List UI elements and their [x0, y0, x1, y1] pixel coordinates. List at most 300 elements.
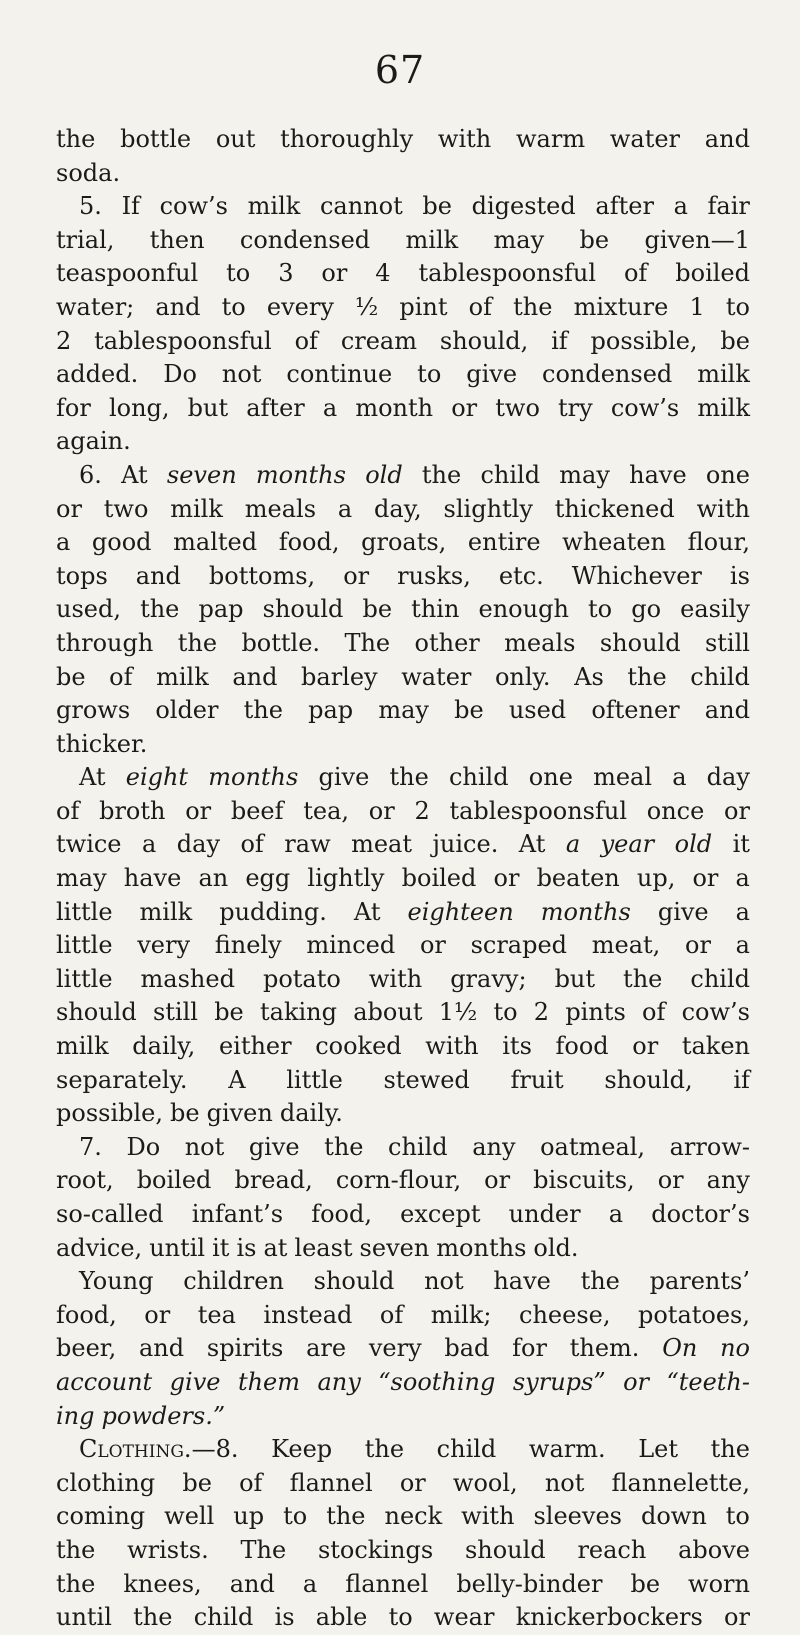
word: 2: [56, 326, 72, 355]
word: “soothing: [378, 1367, 496, 1396]
word: be: [56, 662, 86, 691]
word: given: [206, 1099, 273, 1128]
word: worn: [688, 1569, 750, 1598]
word: digested: [471, 192, 576, 221]
word: 3: [278, 259, 294, 288]
word: fruit: [510, 1065, 564, 1094]
word: should: [464, 1535, 546, 1564]
word: pint: [399, 292, 448, 321]
text-line: [56, 1500, 750, 1534]
word: Keep: [271, 1435, 333, 1464]
word: to: [221, 292, 246, 321]
word: give: [466, 360, 518, 389]
word: cannot: [319, 192, 403, 221]
word: thoroughly: [280, 125, 414, 153]
text-line: [56, 1265, 750, 1299]
word: it: [732, 830, 750, 859]
text-line: [56, 358, 750, 392]
word: 7.: [79, 1132, 102, 1161]
word: boiled: [136, 1166, 212, 1195]
word: possible,: [56, 1099, 163, 1128]
word: may: [493, 225, 545, 254]
word: belly-binder: [456, 1569, 603, 1598]
word: the: [133, 1603, 173, 1632]
word: day: [706, 763, 750, 792]
word: cheese,: [519, 1300, 611, 1329]
word: eighteen: [407, 897, 514, 926]
word: but: [187, 393, 229, 422]
word: or: [685, 931, 711, 960]
word: be: [720, 326, 750, 355]
word: little: [286, 1065, 343, 1094]
word: ½: [355, 292, 379, 321]
word: the: [627, 662, 667, 691]
word: and: [138, 1334, 185, 1363]
text-line: [56, 996, 750, 1030]
word: months: [436, 1233, 527, 1262]
word: cow’s: [681, 998, 750, 1027]
text-line: [56, 1568, 750, 1602]
word: well: [164, 1502, 215, 1531]
word: or: [399, 1468, 426, 1497]
text-line: [56, 291, 750, 325]
word: and: [155, 292, 201, 321]
word: parents’: [649, 1267, 750, 1296]
word: child: [448, 763, 509, 792]
word: mashed: [140, 964, 235, 993]
word: not: [221, 360, 262, 389]
word: the: [56, 1569, 96, 1598]
word: with: [425, 1032, 479, 1061]
word: the: [324, 1132, 364, 1161]
word: the: [421, 460, 462, 489]
text-line: [56, 325, 750, 359]
word: child: [690, 964, 750, 993]
word: or: [724, 1603, 750, 1632]
word: or: [493, 864, 520, 893]
word: condensed: [239, 225, 371, 254]
word: finely: [214, 931, 282, 960]
word: old: [674, 830, 713, 859]
word: for: [512, 1334, 547, 1363]
word: taken: [681, 1032, 750, 1061]
word: reach: [577, 1535, 647, 1564]
word: but: [554, 964, 596, 993]
text-line: [56, 190, 750, 224]
word: separately.: [56, 1065, 188, 1094]
word: the: [389, 763, 429, 792]
text-line: [56, 661, 750, 695]
word: have: [123, 864, 182, 893]
word: give: [169, 1367, 221, 1396]
word: two: [495, 393, 540, 422]
text-line: [56, 560, 750, 594]
word: go: [631, 595, 662, 624]
word: is: [274, 1603, 295, 1632]
word: bad: [444, 1334, 490, 1363]
word: until: [56, 1603, 112, 1632]
word: or: [56, 494, 82, 523]
word: or: [657, 1166, 684, 1195]
word: of: [239, 1468, 263, 1497]
word: be: [579, 225, 610, 254]
word: milk: [139, 897, 193, 926]
word: little: [56, 931, 113, 960]
word: minced: [306, 931, 396, 960]
word: or: [144, 1300, 171, 1329]
word: At: [353, 897, 381, 926]
word: advice,: [56, 1233, 143, 1262]
word: it: [212, 1233, 230, 1262]
word: 6.: [79, 460, 102, 489]
word: again.: [56, 427, 131, 456]
word: boiled: [401, 864, 477, 893]
word: not: [184, 1132, 225, 1161]
word: a: [608, 1200, 624, 1228]
text-line: [56, 694, 750, 728]
word: be: [362, 595, 393, 624]
word: food,: [311, 1200, 372, 1228]
word: cooked: [315, 1032, 402, 1061]
word: food: [555, 1032, 609, 1061]
word: or: [623, 1367, 649, 1396]
word: Do: [163, 360, 197, 389]
word: so-called: [56, 1200, 164, 1228]
word: should: [313, 1267, 395, 1296]
word: At: [79, 763, 106, 792]
word: oftener: [591, 696, 680, 725]
word: of: [56, 796, 80, 825]
text-line: [56, 761, 750, 795]
word: to: [588, 595, 613, 624]
word: warm: [516, 125, 586, 153]
word: day: [176, 830, 220, 859]
word: of: [642, 998, 666, 1027]
word: Young: [79, 1267, 154, 1296]
word: 2: [414, 796, 430, 825]
text-line: [56, 1064, 750, 1098]
word: stewed: [383, 1065, 470, 1094]
word: may: [559, 460, 610, 489]
word: and: [135, 561, 181, 590]
text-line: [56, 526, 750, 560]
text-line: [56, 493, 750, 527]
word: and: [229, 1569, 275, 1598]
word: a: [735, 931, 750, 960]
word: taking: [260, 998, 337, 1027]
word: daily,: [132, 1032, 196, 1061]
word: meals: [244, 494, 317, 523]
text-line: [56, 728, 750, 762]
word: to: [725, 1502, 750, 1531]
word: to: [283, 1502, 308, 1531]
word: child: [436, 1435, 497, 1464]
word: year: [600, 830, 655, 859]
word: daily.: [279, 1099, 343, 1128]
word: cream: [340, 326, 417, 355]
word: the: [513, 292, 553, 321]
word: with: [696, 494, 750, 523]
word: is: [729, 561, 750, 590]
word: be: [454, 696, 484, 725]
word: bottoms,: [208, 561, 316, 590]
word: eight: [125, 763, 189, 792]
word: other: [414, 628, 480, 657]
word: wrists.: [127, 1535, 209, 1564]
word: the: [140, 595, 180, 624]
text-line: [56, 1433, 750, 1467]
word: cow’s: [610, 393, 680, 422]
text-line: [56, 459, 750, 493]
word: On: [662, 1334, 698, 1363]
word: up,: [636, 864, 676, 893]
word: milk: [170, 494, 223, 523]
word: about: [353, 998, 423, 1027]
word: flannel: [345, 1569, 429, 1598]
word: a: [672, 763, 687, 792]
word: tea: [197, 1300, 236, 1329]
word: to: [493, 998, 518, 1027]
word: syrups”: [512, 1367, 606, 1396]
word: of: [623, 259, 648, 288]
word: knickerbockers: [515, 1603, 703, 1632]
word: tablespoonsful: [449, 796, 628, 825]
word: give: [318, 763, 370, 792]
word: added.: [56, 360, 139, 389]
word: until: [149, 1233, 206, 1262]
word: of: [109, 662, 133, 691]
word: months: [255, 460, 346, 489]
word: A: [228, 1065, 246, 1094]
word: a: [565, 830, 581, 859]
word: may: [56, 864, 107, 893]
word: to: [725, 292, 750, 321]
word: a: [322, 393, 338, 422]
word: root,: [56, 1166, 114, 1195]
word: under: [508, 1200, 581, 1228]
word: any: [706, 1166, 750, 1195]
body-text: [56, 123, 750, 1635]
word: give: [248, 1132, 300, 1161]
word: should: [599, 628, 681, 657]
word: coming: [56, 1502, 146, 1531]
word: groats,: [361, 528, 447, 557]
text-line: [56, 1164, 750, 1198]
word: warm.: [528, 1435, 606, 1464]
word: two: [103, 494, 149, 523]
word: to: [417, 360, 442, 389]
word: stockings: [317, 1535, 434, 1564]
word: 4: [375, 259, 391, 288]
word: thickened: [554, 494, 675, 523]
word: beer,: [56, 1334, 117, 1363]
word: water;: [56, 292, 135, 321]
word: very: [368, 1334, 422, 1363]
word: except: [400, 1200, 481, 1228]
text-line: [56, 1601, 750, 1635]
word: meals: [504, 628, 576, 657]
word: after: [595, 192, 654, 221]
word: 1: [689, 292, 705, 321]
word: or: [343, 561, 370, 590]
word: them.: [569, 1334, 640, 1363]
word: older: [155, 696, 219, 725]
word: thicker.: [56, 729, 148, 758]
word: through: [56, 628, 154, 657]
word: arrow-: [669, 1132, 750, 1161]
word: beef: [230, 796, 284, 825]
word: is: [236, 1233, 257, 1262]
text-line: [56, 593, 750, 627]
word: the: [177, 628, 218, 657]
word: knees,: [123, 1569, 202, 1598]
word: thin: [411, 595, 460, 624]
word: of: [379, 1300, 404, 1329]
word: a: [56, 528, 71, 557]
word: juice.: [432, 830, 499, 859]
word: cow’s: [159, 192, 228, 221]
word: then: [149, 225, 205, 254]
word: milk: [247, 192, 301, 221]
word: the: [56, 1535, 96, 1564]
text-line: [56, 929, 750, 963]
word: wear: [433, 1603, 495, 1632]
word: them: [237, 1367, 301, 1396]
word: biscuits,: [533, 1166, 635, 1195]
word: potato: [262, 964, 341, 993]
word: long,: [108, 393, 170, 422]
word: have: [493, 1267, 551, 1296]
word: a: [302, 1569, 318, 1598]
word: enough: [478, 595, 569, 624]
word: with: [437, 125, 492, 153]
word: of: [468, 292, 492, 321]
word: child: [690, 662, 750, 691]
word: be: [214, 998, 244, 1027]
word: meat,: [591, 931, 661, 960]
word: months: [208, 763, 299, 792]
text-line: [56, 1030, 750, 1064]
text-line: [56, 1366, 750, 1400]
word: broth: [99, 796, 166, 825]
text-line: [56, 862, 750, 896]
word: given—1: [644, 225, 750, 254]
word: bottle: [120, 125, 192, 153]
word: used: [508, 696, 567, 725]
word: continue: [286, 360, 393, 389]
word: The: [240, 1535, 287, 1564]
word: or: [692, 864, 719, 893]
word: pints: [565, 998, 626, 1027]
word: still: [152, 998, 198, 1027]
word: instead: [263, 1300, 353, 1329]
word: ing: [56, 1401, 95, 1430]
word: condensed: [542, 360, 673, 389]
word: either: [218, 1032, 292, 1061]
word: or: [484, 1166, 511, 1195]
word: etc.: [498, 561, 544, 590]
word: infant’s: [191, 1200, 284, 1228]
page-number: 67: [374, 48, 426, 92]
word: if: [551, 326, 568, 355]
word: of: [294, 326, 318, 355]
word: Whichever: [571, 561, 702, 590]
word: rusks,: [397, 561, 471, 590]
word: soda.: [56, 158, 121, 187]
word: twice: [56, 830, 122, 859]
word: of: [240, 830, 264, 859]
word: an: [198, 864, 229, 893]
word: wool,: [452, 1468, 518, 1497]
word: milk: [697, 360, 750, 389]
word: malted: [173, 528, 258, 557]
word: or: [724, 796, 750, 825]
word: if: [733, 1065, 750, 1094]
word: the: [710, 1435, 750, 1464]
text-line: [56, 627, 750, 661]
word: tops: [56, 561, 108, 590]
word: sleeves: [533, 1502, 622, 1531]
word: mixture: [573, 292, 669, 321]
word: spirits: [206, 1334, 284, 1363]
word: one: [705, 460, 750, 489]
word: out: [215, 125, 256, 153]
word: flannelette,: [611, 1468, 750, 1497]
word: bottle.: [241, 628, 321, 657]
word: be: [182, 1468, 212, 1497]
word: a: [141, 830, 157, 859]
word: egg: [245, 864, 291, 893]
word: water: [609, 125, 681, 153]
word: with: [368, 964, 423, 993]
word: At: [121, 460, 148, 489]
word: and: [704, 696, 750, 725]
word: old.: [533, 1233, 579, 1262]
word: Let: [638, 1435, 679, 1464]
word: boiled: [675, 259, 750, 288]
word: a: [735, 864, 750, 893]
word: child: [388, 1132, 448, 1161]
word: 1½: [438, 998, 478, 1027]
word: pap: [198, 595, 244, 624]
text-line: [56, 896, 750, 930]
word: for: [56, 393, 91, 422]
word: or: [451, 393, 478, 422]
word: the: [243, 696, 283, 725]
word: old: [365, 460, 403, 489]
text-line: [56, 157, 750, 191]
word: possible,: [590, 326, 698, 355]
text-line: [56, 1534, 750, 1568]
word: meal: [593, 763, 653, 792]
word: or: [632, 1032, 659, 1061]
word: seven: [166, 460, 237, 489]
word: milk: [156, 662, 209, 691]
word: potatoes,: [637, 1300, 750, 1329]
text-line: [56, 392, 750, 426]
word: flour,: [687, 528, 750, 557]
word: be: [170, 1099, 200, 1128]
word: seven: [359, 1233, 430, 1262]
word: up: [233, 1502, 265, 1531]
word: months: [540, 897, 631, 926]
word: “teeth-: [666, 1367, 750, 1396]
word: pudding.: [219, 897, 327, 926]
word: meat: [351, 830, 412, 859]
word: As: [574, 662, 604, 691]
text-line: [56, 1198, 750, 1232]
word: wheaten: [562, 528, 666, 557]
